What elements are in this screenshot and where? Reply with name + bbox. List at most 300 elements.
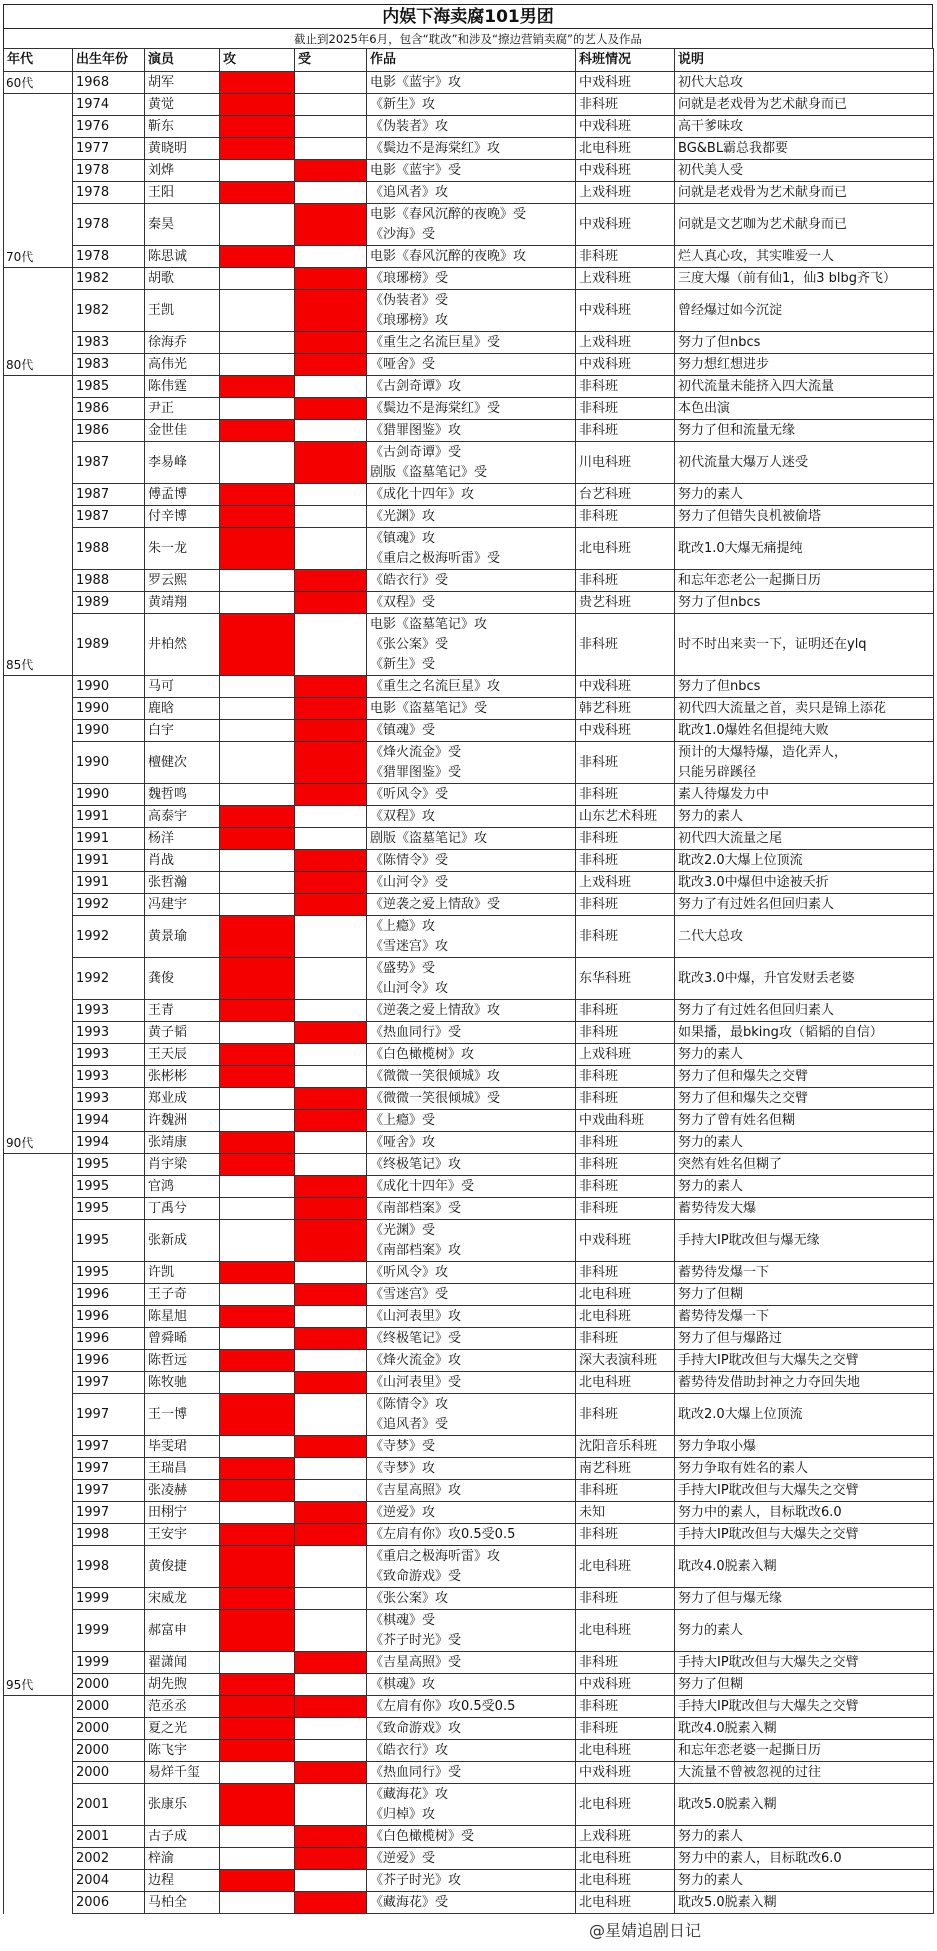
table-row [4, 1262, 934, 1284]
actor-cell: 张新成 [145, 1220, 220, 1262]
school-cell: 上戏科班 [576, 1826, 675, 1848]
top-role-cell [220, 1284, 295, 1306]
works-cell [367, 332, 576, 354]
actor-cell: 胡歌 [145, 268, 220, 290]
decade-cell [4, 1870, 73, 1892]
school-cell: 非科班 [576, 1394, 675, 1436]
note-text: 和忘年恋老公一起撕日历 [678, 572, 822, 588]
work-title: 《古剑奇谭》攻 [370, 378, 462, 394]
note-cell [675, 138, 934, 160]
note-cell [675, 1784, 934, 1826]
bottom-role-cell [295, 894, 367, 916]
works-cell [367, 916, 576, 958]
actor-cell: 胡军 [145, 72, 220, 94]
actor-cell: 丁禹兮 [145, 1198, 220, 1220]
top-role-cell [220, 528, 295, 570]
table-row [4, 1546, 934, 1588]
bottom-role-cell [295, 1588, 367, 1610]
year-cell: 1995 [73, 1154, 145, 1176]
works-cell [367, 742, 576, 784]
top-role-cell [220, 872, 295, 894]
school-cell: 韩艺科班 [576, 698, 675, 720]
top-role-cell [220, 290, 295, 332]
work-title: 《逆袭之爱上情敌》受 [370, 896, 501, 912]
top-role-cell [220, 398, 295, 420]
actor-cell: 罗云熙 [145, 570, 220, 592]
year-cell: 1999 [73, 1588, 145, 1610]
year-cell: 2001 [73, 1826, 145, 1848]
school-cell: 非科班 [576, 1066, 675, 1088]
note-cell [675, 1000, 934, 1022]
note-cell [675, 1546, 934, 1588]
actor-cell: 黄觉 [145, 94, 220, 116]
note-text: 努力的素人 [678, 1622, 744, 1638]
note-cell [675, 592, 934, 614]
works-cell [367, 138, 576, 160]
note-text: 蓄势待发爆一下 [678, 1264, 770, 1280]
actor-cell: 檀健次 [145, 742, 220, 784]
table-row [4, 1306, 934, 1328]
bottom-role-cell [295, 1870, 367, 1892]
top-role-cell [220, 742, 295, 784]
works-cell [367, 894, 576, 916]
work-title: 《张公案》攻 [370, 1590, 449, 1606]
decade-cell [4, 592, 73, 614]
actor-cell: 王一博 [145, 1394, 220, 1436]
bottom-role-cell [295, 1088, 367, 1110]
work-title: 电影《蓝宇》攻 [370, 74, 462, 90]
work-title: 《吉星高照》受 [370, 1654, 462, 1670]
top-role-cell [220, 182, 295, 204]
works-cell [367, 1044, 576, 1066]
note-cell [675, 116, 934, 138]
works-cell [367, 1546, 576, 1588]
actor-cell: 张彬彬 [145, 1066, 220, 1088]
note-cell [675, 676, 934, 698]
top-role-cell [220, 1740, 295, 1762]
work-title: 《古剑奇谭》受 [370, 444, 462, 460]
decade-cell [4, 290, 73, 332]
note-cell [675, 268, 934, 290]
school-cell: 北电科班 [576, 138, 675, 160]
works-cell [367, 1022, 576, 1044]
actor-cell: 郝富申 [145, 1610, 220, 1652]
actor-cell: 黄晓明 [145, 138, 220, 160]
bottom-role-cell [295, 1306, 367, 1328]
bottom-role-cell [295, 720, 367, 742]
note-text: 努力争取有姓名的素人 [678, 1460, 809, 1476]
table-row [4, 268, 934, 290]
decade-cell [4, 1826, 73, 1848]
note-text: 初代流量大爆万人迷受 [678, 454, 809, 470]
works-cell [367, 506, 576, 528]
decade-cell [4, 160, 73, 182]
table-row [4, 698, 934, 720]
works-cell [367, 1328, 576, 1350]
bottom-role-cell [295, 1284, 367, 1306]
table-row [4, 182, 934, 204]
works-cell [367, 1306, 576, 1328]
bottom-role-cell [295, 1110, 367, 1132]
note-cell [675, 528, 934, 570]
decade-cell [4, 1524, 73, 1546]
decade-cell [4, 698, 73, 720]
school-cell: 北电科班 [576, 528, 675, 570]
decade-cell [4, 204, 73, 246]
top-role-cell [220, 1892, 295, 1914]
note-cell [675, 1022, 934, 1044]
note-cell [675, 1132, 934, 1154]
year-cell: 2000 [73, 1718, 145, 1740]
bottom-role-cell [295, 182, 367, 204]
table-row [4, 614, 934, 676]
actor-cell: 梓渝 [145, 1848, 220, 1870]
note-cell [675, 1848, 934, 1870]
actor-cell: 宋威龙 [145, 1588, 220, 1610]
bottom-role-cell [295, 1350, 367, 1372]
note-text: 努力了但和流量无缘 [678, 422, 796, 438]
work-title: 《雪迷宫》攻 [370, 938, 449, 954]
note-cell [675, 1066, 934, 1088]
note-text: 初代流量未能挤入四大流量 [678, 378, 835, 394]
top-role-cell [220, 1022, 295, 1044]
table-row [4, 1784, 934, 1826]
note-text: 努力了有过姓名但回归素人 [678, 1002, 835, 1018]
note-text: 努力的素人 [678, 1134, 744, 1150]
bottom-role-cell [295, 1000, 367, 1022]
works-cell [367, 872, 576, 894]
top-role-cell [220, 720, 295, 742]
bottom-role-cell [295, 398, 367, 420]
work-title: 电影《蓝宇》受 [370, 162, 462, 178]
year-cell: 1995 [73, 1220, 145, 1262]
school-cell: 非科班 [576, 742, 675, 784]
bottom-role-cell [295, 94, 367, 116]
decade-cell [4, 1044, 73, 1066]
actor-cell: 魏哲鸣 [145, 784, 220, 806]
top-role-cell [220, 138, 295, 160]
header-decade: 年代 [4, 49, 73, 72]
bottom-role-cell [295, 442, 367, 484]
works-cell [367, 614, 576, 676]
top-role-cell [220, 72, 295, 94]
note-cell [675, 1154, 934, 1176]
year-cell: 1989 [73, 592, 145, 614]
note-text: 努力中的素人，目标耽改6.0 [678, 1850, 842, 1866]
decade-cell [4, 1652, 73, 1674]
works-cell [367, 1740, 576, 1762]
actor-cell: 王青 [145, 1000, 220, 1022]
year-cell: 1995 [73, 1262, 145, 1284]
decade-cell [4, 94, 73, 116]
school-cell: 山东艺术科班 [576, 806, 675, 828]
note-cell [675, 850, 934, 872]
table-row [4, 1022, 934, 1044]
work-title: 《伪装者》受 [370, 292, 449, 308]
year-cell: 1991 [73, 806, 145, 828]
note-text: 努力了有过姓名但回归素人 [678, 896, 835, 912]
year-cell: 1999 [73, 1652, 145, 1674]
works-cell [367, 1762, 576, 1784]
works-cell [367, 1480, 576, 1502]
top-role-cell [220, 1176, 295, 1198]
school-cell: 非科班 [576, 894, 675, 916]
note-cell [675, 72, 934, 94]
bottom-role-cell [295, 1066, 367, 1088]
decade-cell [4, 1762, 73, 1784]
table-row [4, 1718, 934, 1740]
works-cell [367, 1458, 576, 1480]
works-cell [367, 1696, 576, 1718]
actor-cell: 高泰宇 [145, 806, 220, 828]
bottom-role-cell [295, 784, 367, 806]
note-text: 努力的素人 [678, 1828, 744, 1844]
top-role-cell [220, 376, 295, 398]
table-row [4, 1372, 934, 1394]
table-row [4, 850, 934, 872]
note-text: 努力了但糊 [678, 1676, 744, 1692]
bottom-role-cell [295, 1198, 367, 1220]
decade-cell [4, 1350, 73, 1372]
decade-cell [4, 1784, 73, 1826]
note-text: 努力了但nbcs [678, 594, 761, 610]
note-text: 高干爹味攻 [678, 118, 744, 134]
bottom-role-cell [295, 1718, 367, 1740]
actor-cell: 王子奇 [145, 1284, 220, 1306]
decade-cell [4, 958, 73, 1000]
works-cell [367, 376, 576, 398]
note-text: 努力了但和爆失之交臂 [678, 1068, 809, 1084]
actor-cell: 陈飞宇 [145, 1740, 220, 1762]
school-cell: 北电科班 [576, 1892, 675, 1914]
top-role-cell [220, 1044, 295, 1066]
works-cell [367, 1088, 576, 1110]
school-cell: 非科班 [576, 1022, 675, 1044]
work-title: 《猎罪图鉴》攻 [370, 422, 462, 438]
work-title: 《新生》攻 [370, 96, 436, 112]
work-title: 《山河令》受 [370, 874, 449, 890]
year-cell: 2004 [73, 1870, 145, 1892]
note-text: 初代美人受 [678, 162, 744, 178]
works-cell [367, 182, 576, 204]
table-row [4, 916, 934, 958]
work-title: 《哑舍》受 [370, 356, 436, 372]
decade-cell [4, 894, 73, 916]
school-cell: 非科班 [576, 246, 675, 268]
actor-cell: 肖战 [145, 850, 220, 872]
school-cell: 东华科班 [576, 958, 675, 1000]
note-text: 耽改3.0中爆但中途被夭折 [678, 874, 829, 890]
note-text: 努力的素人 [678, 1046, 744, 1062]
school-cell: 非科班 [576, 850, 675, 872]
works-cell [367, 828, 576, 850]
top-role-cell [220, 354, 295, 376]
note-cell [675, 1458, 934, 1480]
table-row [4, 1870, 934, 1892]
note-text: 初代四大流量之首，卖只是锦上添花 [678, 700, 887, 716]
note-text: 问就是文艺咖为艺术献身而已 [678, 216, 848, 232]
year-cell: 2001 [73, 1784, 145, 1826]
work-title: 《追风者》受 [370, 1416, 449, 1432]
decade-cell [4, 332, 73, 354]
decade-cell [4, 570, 73, 592]
bottom-role-cell [295, 1546, 367, 1588]
table-row [4, 1458, 934, 1480]
decade-cell [4, 1176, 73, 1198]
decade-cell [4, 1154, 73, 1176]
table-row [4, 376, 934, 398]
bottom-role-cell [295, 1436, 367, 1458]
works-cell [367, 570, 576, 592]
note-text: 努力了但nbcs [678, 678, 761, 694]
top-role-cell [220, 1328, 295, 1350]
school-cell: 非科班 [576, 1132, 675, 1154]
works-cell [367, 698, 576, 720]
work-title: 《烽火流金》攻 [370, 1352, 462, 1368]
note-text: 突然有姓名但糊了 [678, 1156, 783, 1172]
decade-cell [4, 376, 73, 398]
year-cell: 1990 [73, 676, 145, 698]
bottom-role-cell [295, 1154, 367, 1176]
top-role-cell [220, 1610, 295, 1652]
header-school: 科班情况 [576, 49, 675, 72]
school-cell: 非科班 [576, 1000, 675, 1022]
school-cell: 上戏科班 [576, 872, 675, 894]
works-cell [367, 1826, 576, 1848]
table-row [4, 828, 934, 850]
work-title: 《光渊》受 [370, 1222, 436, 1238]
note-text: 只能另辟蹊径 [678, 764, 757, 780]
table-row [4, 246, 934, 268]
top-role-cell [220, 204, 295, 246]
works-cell [367, 1110, 576, 1132]
top-role-cell [220, 1458, 295, 1480]
note-cell [675, 1394, 934, 1436]
note-cell [675, 398, 934, 420]
top-role-cell [220, 1674, 295, 1696]
year-cell: 1994 [73, 1110, 145, 1132]
header-bottom: 受 [295, 49, 367, 72]
actor-cell: 徐海乔 [145, 332, 220, 354]
year-cell: 1990 [73, 742, 145, 784]
school-cell: 非科班 [576, 1718, 675, 1740]
school-cell: 北电科班 [576, 1610, 675, 1652]
table-row [4, 1066, 934, 1088]
work-title: 《鬓边不是海棠红》攻 [370, 140, 501, 156]
table-row [4, 1610, 934, 1652]
table-row [4, 1740, 934, 1762]
school-cell: 非科班 [576, 614, 675, 676]
note-text: 耽改4.0脱素入糊 [678, 1720, 777, 1736]
works-cell [367, 1284, 576, 1306]
works-cell [367, 246, 576, 268]
table-row [4, 958, 934, 1000]
year-cell: 1992 [73, 894, 145, 916]
decade-cell [4, 1372, 73, 1394]
work-title: 《吉星高照》攻 [370, 1482, 462, 1498]
bottom-role-cell [295, 1502, 367, 1524]
actor-cell: 张哲瀚 [145, 872, 220, 894]
table-row [4, 1588, 934, 1610]
decade-cell [4, 246, 73, 268]
year-cell: 1996 [73, 1306, 145, 1328]
note-cell [675, 1610, 934, 1652]
bottom-role-cell [295, 484, 367, 506]
top-role-cell [220, 784, 295, 806]
year-cell: 1997 [73, 1480, 145, 1502]
decade-cell [4, 116, 73, 138]
actor-cell: 田栩宁 [145, 1502, 220, 1524]
note-cell [675, 1436, 934, 1458]
school-cell: 北电科班 [576, 1546, 675, 1588]
note-text: 努力争取小爆 [678, 1438, 757, 1454]
top-role-cell [220, 676, 295, 698]
actor-cell: 马可 [145, 676, 220, 698]
school-cell: 中戏科班 [576, 1220, 675, 1262]
year-cell: 1986 [73, 398, 145, 420]
table-row [4, 1502, 934, 1524]
works-cell [367, 1176, 576, 1198]
actor-cell: 黄子韬 [145, 1022, 220, 1044]
decade-cell [4, 420, 73, 442]
note-text: 耽改5.0脱素入糊 [678, 1796, 777, 1812]
work-title: 《陈情令》攻 [370, 1396, 449, 1412]
note-cell [675, 94, 934, 116]
actor-cell: 黄靖翔 [145, 592, 220, 614]
top-role-cell [220, 1088, 295, 1110]
table-row [4, 442, 934, 484]
work-title: 《镇魂》受 [370, 722, 436, 738]
note-cell [675, 1372, 934, 1394]
note-text: 努力想红想进步 [678, 356, 770, 372]
works-cell [367, 1220, 576, 1262]
table-row [4, 160, 934, 182]
bottom-role-cell [295, 268, 367, 290]
top-role-cell [220, 1524, 295, 1546]
bottom-role-cell [295, 1262, 367, 1284]
year-cell: 1993 [73, 1000, 145, 1022]
work-title: 《山河表里》受 [370, 1374, 462, 1390]
note-cell [675, 698, 934, 720]
top-role-cell [220, 1870, 295, 1892]
school-cell: 川电科班 [576, 442, 675, 484]
table-row [4, 1696, 934, 1718]
table-row [4, 1524, 934, 1546]
year-cell: 1997 [73, 1436, 145, 1458]
works-cell [367, 1588, 576, 1610]
year-cell: 1990 [73, 784, 145, 806]
top-role-cell [220, 484, 295, 506]
school-cell: 深大表演科班 [576, 1350, 675, 1372]
works-cell [367, 1154, 576, 1176]
header-row [4, 49, 934, 72]
note-cell [675, 376, 934, 398]
top-role-cell [220, 1784, 295, 1826]
actor-cell: 王瑞昌 [145, 1458, 220, 1480]
year-cell: 1993 [73, 1044, 145, 1066]
decade-cell [4, 1674, 73, 1696]
school-cell: 北电科班 [576, 1284, 675, 1306]
table-row [4, 506, 934, 528]
bottom-role-cell [295, 958, 367, 1000]
top-role-cell [220, 442, 295, 484]
year-cell: 1988 [73, 570, 145, 592]
year-cell: 1995 [73, 1198, 145, 1220]
top-role-cell [220, 570, 295, 592]
top-role-cell [220, 1350, 295, 1372]
actor-cell: 张康乐 [145, 1784, 220, 1826]
note-text: 预计的大爆特爆，造化弄人， [678, 744, 848, 760]
